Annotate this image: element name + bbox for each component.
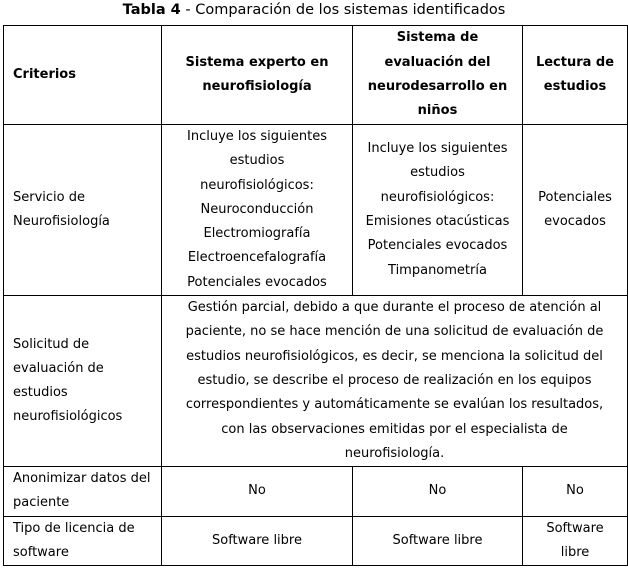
cell-line: Solicitud de	[13, 336, 90, 352]
cell-line: Servicio de	[13, 189, 85, 205]
criterion-licencia	[4, 516, 162, 566]
cell-line: Potenciales	[538, 189, 612, 205]
comparison-table	[3, 25, 628, 566]
criterion-solicitud	[4, 296, 162, 467]
cell-line: neurofisiológicos:	[380, 189, 495, 205]
cell-line: neurofisiológicos	[13, 409, 123, 425]
cell-line: estudios neurofisiológicos, es decir, se menciona la solicitud del	[186, 348, 603, 364]
header-line: neurofisiología	[202, 79, 312, 94]
anonimizar-sistema-evaluacion: No	[353, 467, 523, 517]
licencia-sistema-experto: Software libre	[162, 516, 353, 566]
header-sistema-experto	[162, 26, 353, 125]
cell-line: Potenciales evocados	[367, 238, 508, 254]
header-line: evaluación del	[384, 54, 491, 70]
cell-line: Neurofisiología	[13, 214, 110, 230]
header-sistema-evaluacion	[353, 26, 523, 125]
table-caption	[0, 0, 628, 22]
header-lectura	[523, 26, 628, 125]
cell-line: Neuroconducción	[200, 201, 314, 217]
cell-line: Emisiones otacústicas	[365, 214, 510, 230]
anonimizar-sistema-experto: No	[162, 467, 353, 517]
row-licencia	[4, 516, 628, 566]
caption-separator: -	[180, 2, 196, 18]
row-servicio	[4, 125, 628, 296]
row-solicitud	[4, 296, 628, 467]
cell-line: Incluye los siguientes	[367, 141, 508, 157]
servicio-sistema-evaluacion	[353, 125, 523, 296]
cell-line: estudios	[13, 385, 68, 401]
cell-line: libre	[560, 545, 590, 561]
cell-line: evocados	[544, 214, 606, 230]
cell-line: Gestión parcial, debido a que durante el proceso de atención al	[187, 300, 602, 316]
header-line: niños	[417, 103, 458, 119]
criterion-servicio	[4, 125, 162, 296]
cell-line: Anonimizar datos del	[13, 471, 151, 487]
licencia-sistema-evaluacion: Software libre	[353, 516, 523, 566]
cell-line: neurofisiología.	[344, 445, 445, 461]
cell-line: Incluye los siguientes	[187, 129, 327, 144]
cell-line: paciente	[13, 495, 70, 511]
cell-line: Timpanometría	[388, 262, 487, 278]
header-line: Lectura de	[535, 54, 615, 70]
header-criterios	[4, 26, 162, 125]
cell-line: con las observaciones emitidas por el especialista de	[221, 421, 568, 437]
caption-text: Comparación de los sistemas identificados	[195, 2, 506, 18]
cell-line: correspondientes y automáticamente se evalúan los resultados,	[185, 397, 604, 413]
header-line: Sistema de	[396, 30, 479, 46]
header-line: neurodesarrollo en	[367, 79, 508, 94]
servicio-sistema-experto	[162, 125, 353, 296]
row-anonimizar	[4, 467, 628, 517]
cell-line: Electromiografía	[203, 226, 311, 242]
solicitud-merged-cell	[162, 296, 628, 467]
cell-line: software	[13, 545, 69, 561]
header-criterios-label: Criterios	[13, 66, 76, 82]
cell-line: paciente, no se hace mención de una solicitud de evaluación de	[185, 324, 604, 340]
criterion-anonimizar	[4, 467, 162, 517]
cell-line: evaluación de	[13, 360, 104, 376]
servicio-lectura	[523, 125, 628, 296]
cell-line: Tipo de licencia de	[13, 520, 135, 536]
cell-line: Potenciales evocados	[187, 274, 327, 290]
anonimizar-lectura: No	[523, 467, 628, 517]
licencia-lectura	[523, 516, 628, 566]
cell-line: estudios	[229, 153, 285, 169]
header-line: estudios	[543, 79, 607, 94]
header-row	[4, 26, 628, 125]
cell-line: Electroencefalografía	[187, 250, 327, 266]
cell-line: estudios	[410, 165, 465, 181]
cell-line: estudio, se describe el proceso de realización en los equipos	[197, 372, 592, 388]
header-line: Sistema experto en	[185, 54, 329, 70]
caption-label: Tabla 4	[122, 2, 181, 18]
cell-line: Software	[546, 520, 604, 536]
cell-line: neurofisiológicos:	[200, 177, 314, 193]
